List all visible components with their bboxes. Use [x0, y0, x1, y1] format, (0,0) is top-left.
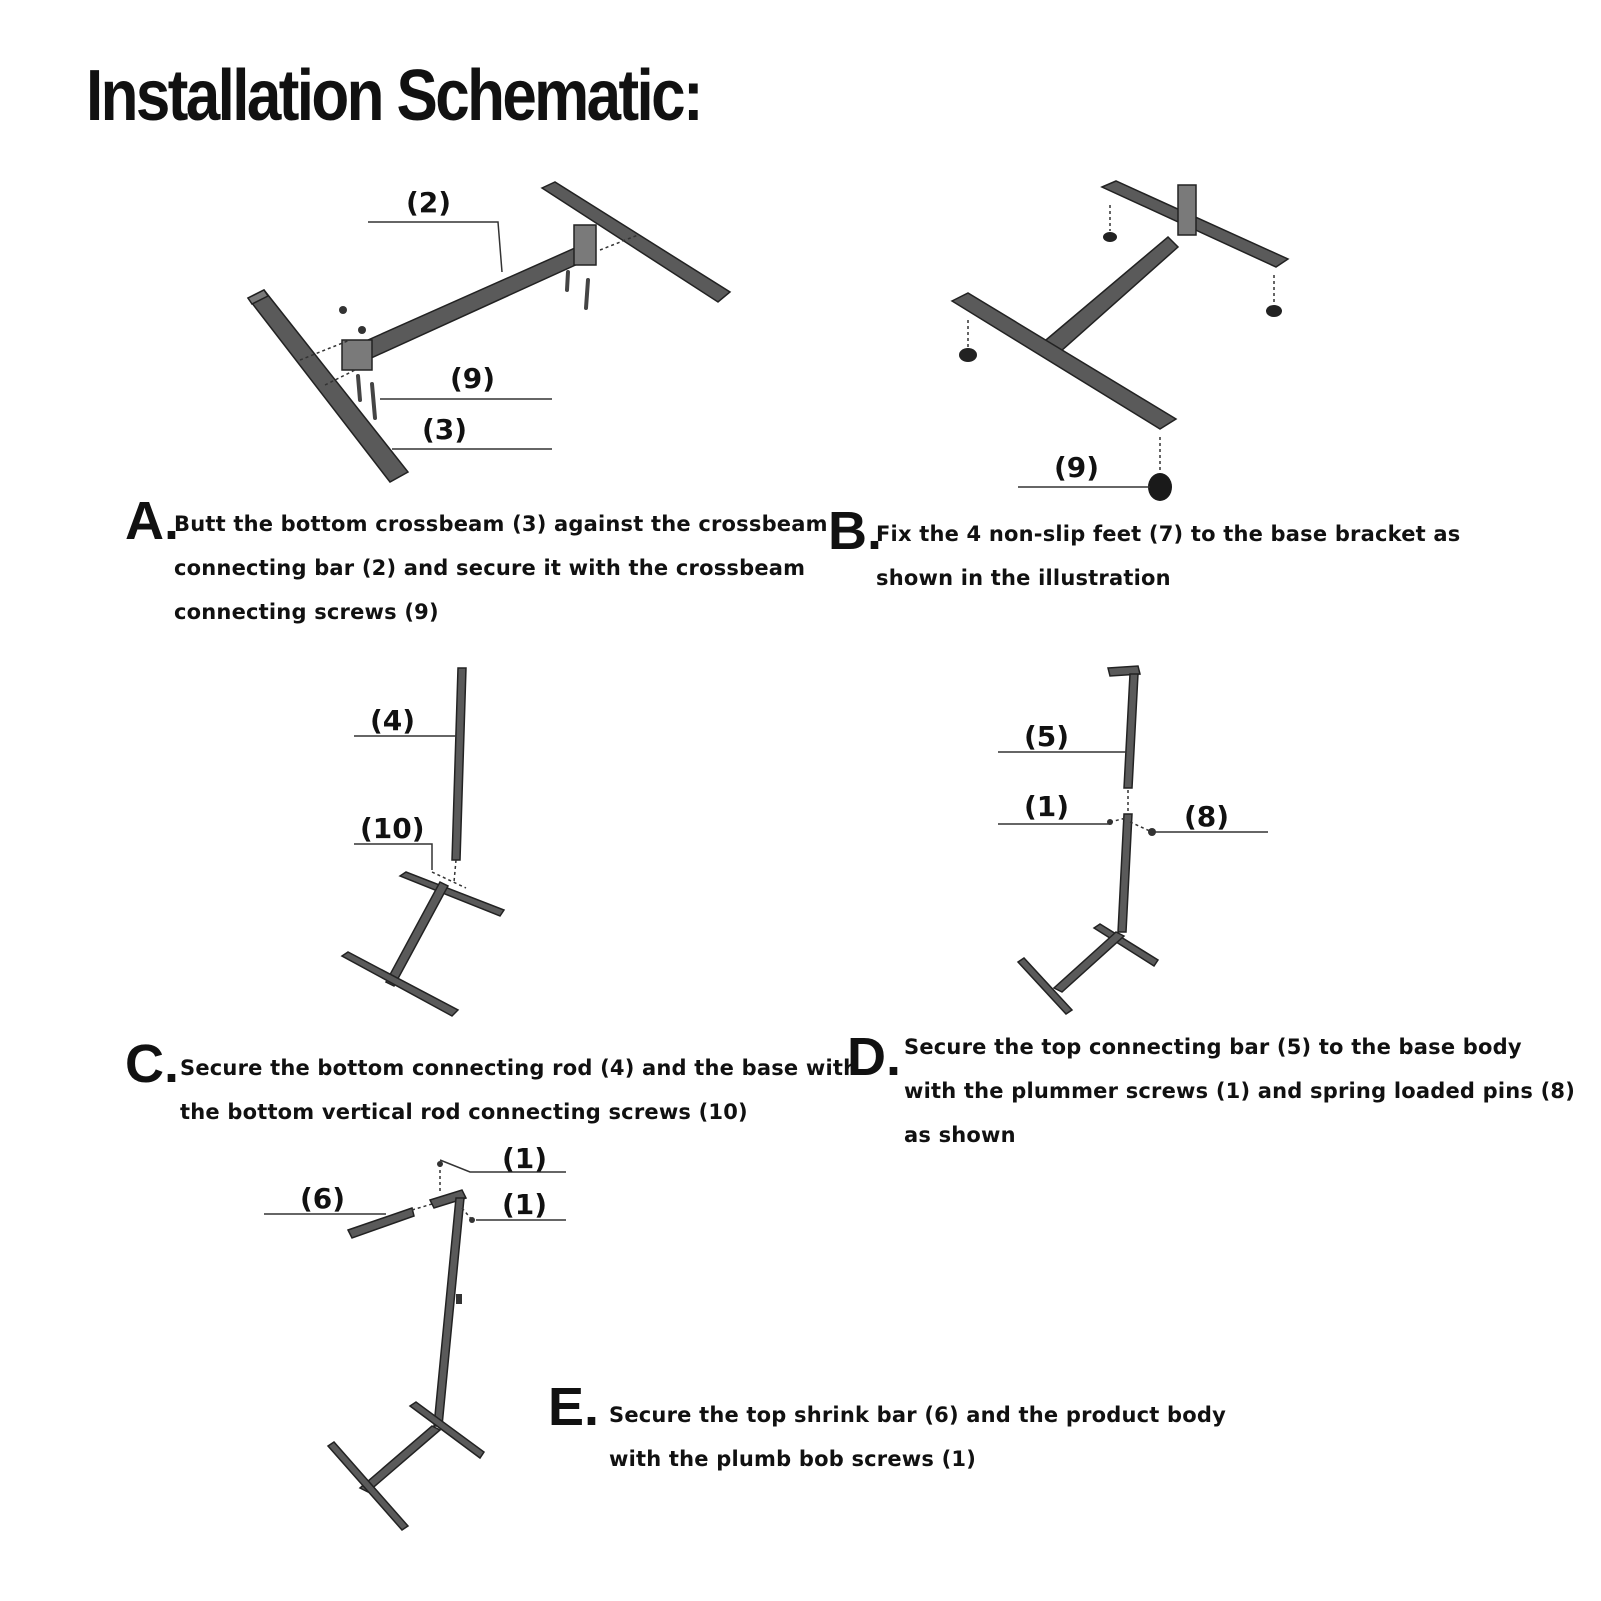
step-e-line: Secure the top shrink bar (6) and the product body — [609, 1403, 1227, 1427]
diagram-d — [990, 660, 1280, 1020]
diagram-c — [340, 660, 540, 1030]
step-e-text — [609, 1393, 1226, 1481]
step-d-letter: D. — [847, 1027, 901, 1087]
step-c-text — [180, 1046, 858, 1134]
callout-e-1-bottom: (1) — [502, 1188, 548, 1221]
step-e-letter: E. — [548, 1377, 600, 1437]
step-a-letter: A. — [125, 491, 179, 551]
step-c-letter: C. — [125, 1034, 179, 1094]
step-b-text — [876, 512, 1461, 600]
callout-c-4: (4) — [370, 704, 416, 737]
callout-e-1-top: (1) — [502, 1142, 548, 1175]
step-d-text — [904, 1025, 1575, 1157]
callout-a-3: (3) — [422, 413, 468, 446]
step-a-line: Butt the bottom crossbeam (3) against the crossbeam — [174, 512, 828, 536]
step-c-line: Secure the bottom connecting rod (4) and the base with — [180, 1056, 859, 1080]
diagram-e — [262, 1140, 592, 1540]
callout-a-9: (9) — [450, 362, 496, 395]
page-title: Installation Schematic: — [86, 56, 702, 136]
callout-b-9: (9) — [1054, 451, 1100, 484]
step-b-line: shown in the illustration — [876, 566, 1171, 590]
step-c-line: the bottom vertical rod connecting screws (10) — [180, 1100, 748, 1124]
callout-a-2: (2) — [406, 186, 452, 219]
step-d-line: with the plummer screws (1) and spring loaded pins (8) — [904, 1079, 1576, 1103]
diagram-a — [230, 180, 790, 490]
step-e-line: with the plumb bob screws (1) — [609, 1447, 977, 1471]
callout-d-5: (5) — [1024, 720, 1070, 753]
diagram-b — [940, 175, 1310, 515]
callout-d-8: (8) — [1184, 800, 1230, 833]
callout-e-6: (6) — [300, 1182, 346, 1215]
callout-c-10: (10) — [360, 812, 425, 845]
step-b-letter: B. — [828, 501, 882, 561]
step-a-text — [174, 502, 828, 634]
step-d-line: Secure the top connecting bar (5) to the base body — [904, 1035, 1522, 1059]
step-a-line: connecting screws (9) — [174, 600, 439, 624]
step-d-line: as shown — [904, 1123, 1016, 1147]
step-b-line: Fix the 4 non-slip feet (7) to the base bracket as — [876, 522, 1461, 546]
step-a-line: connecting bar (2) and secure it with the crossbeam — [174, 556, 806, 580]
callout-d-1: (1) — [1024, 790, 1070, 823]
